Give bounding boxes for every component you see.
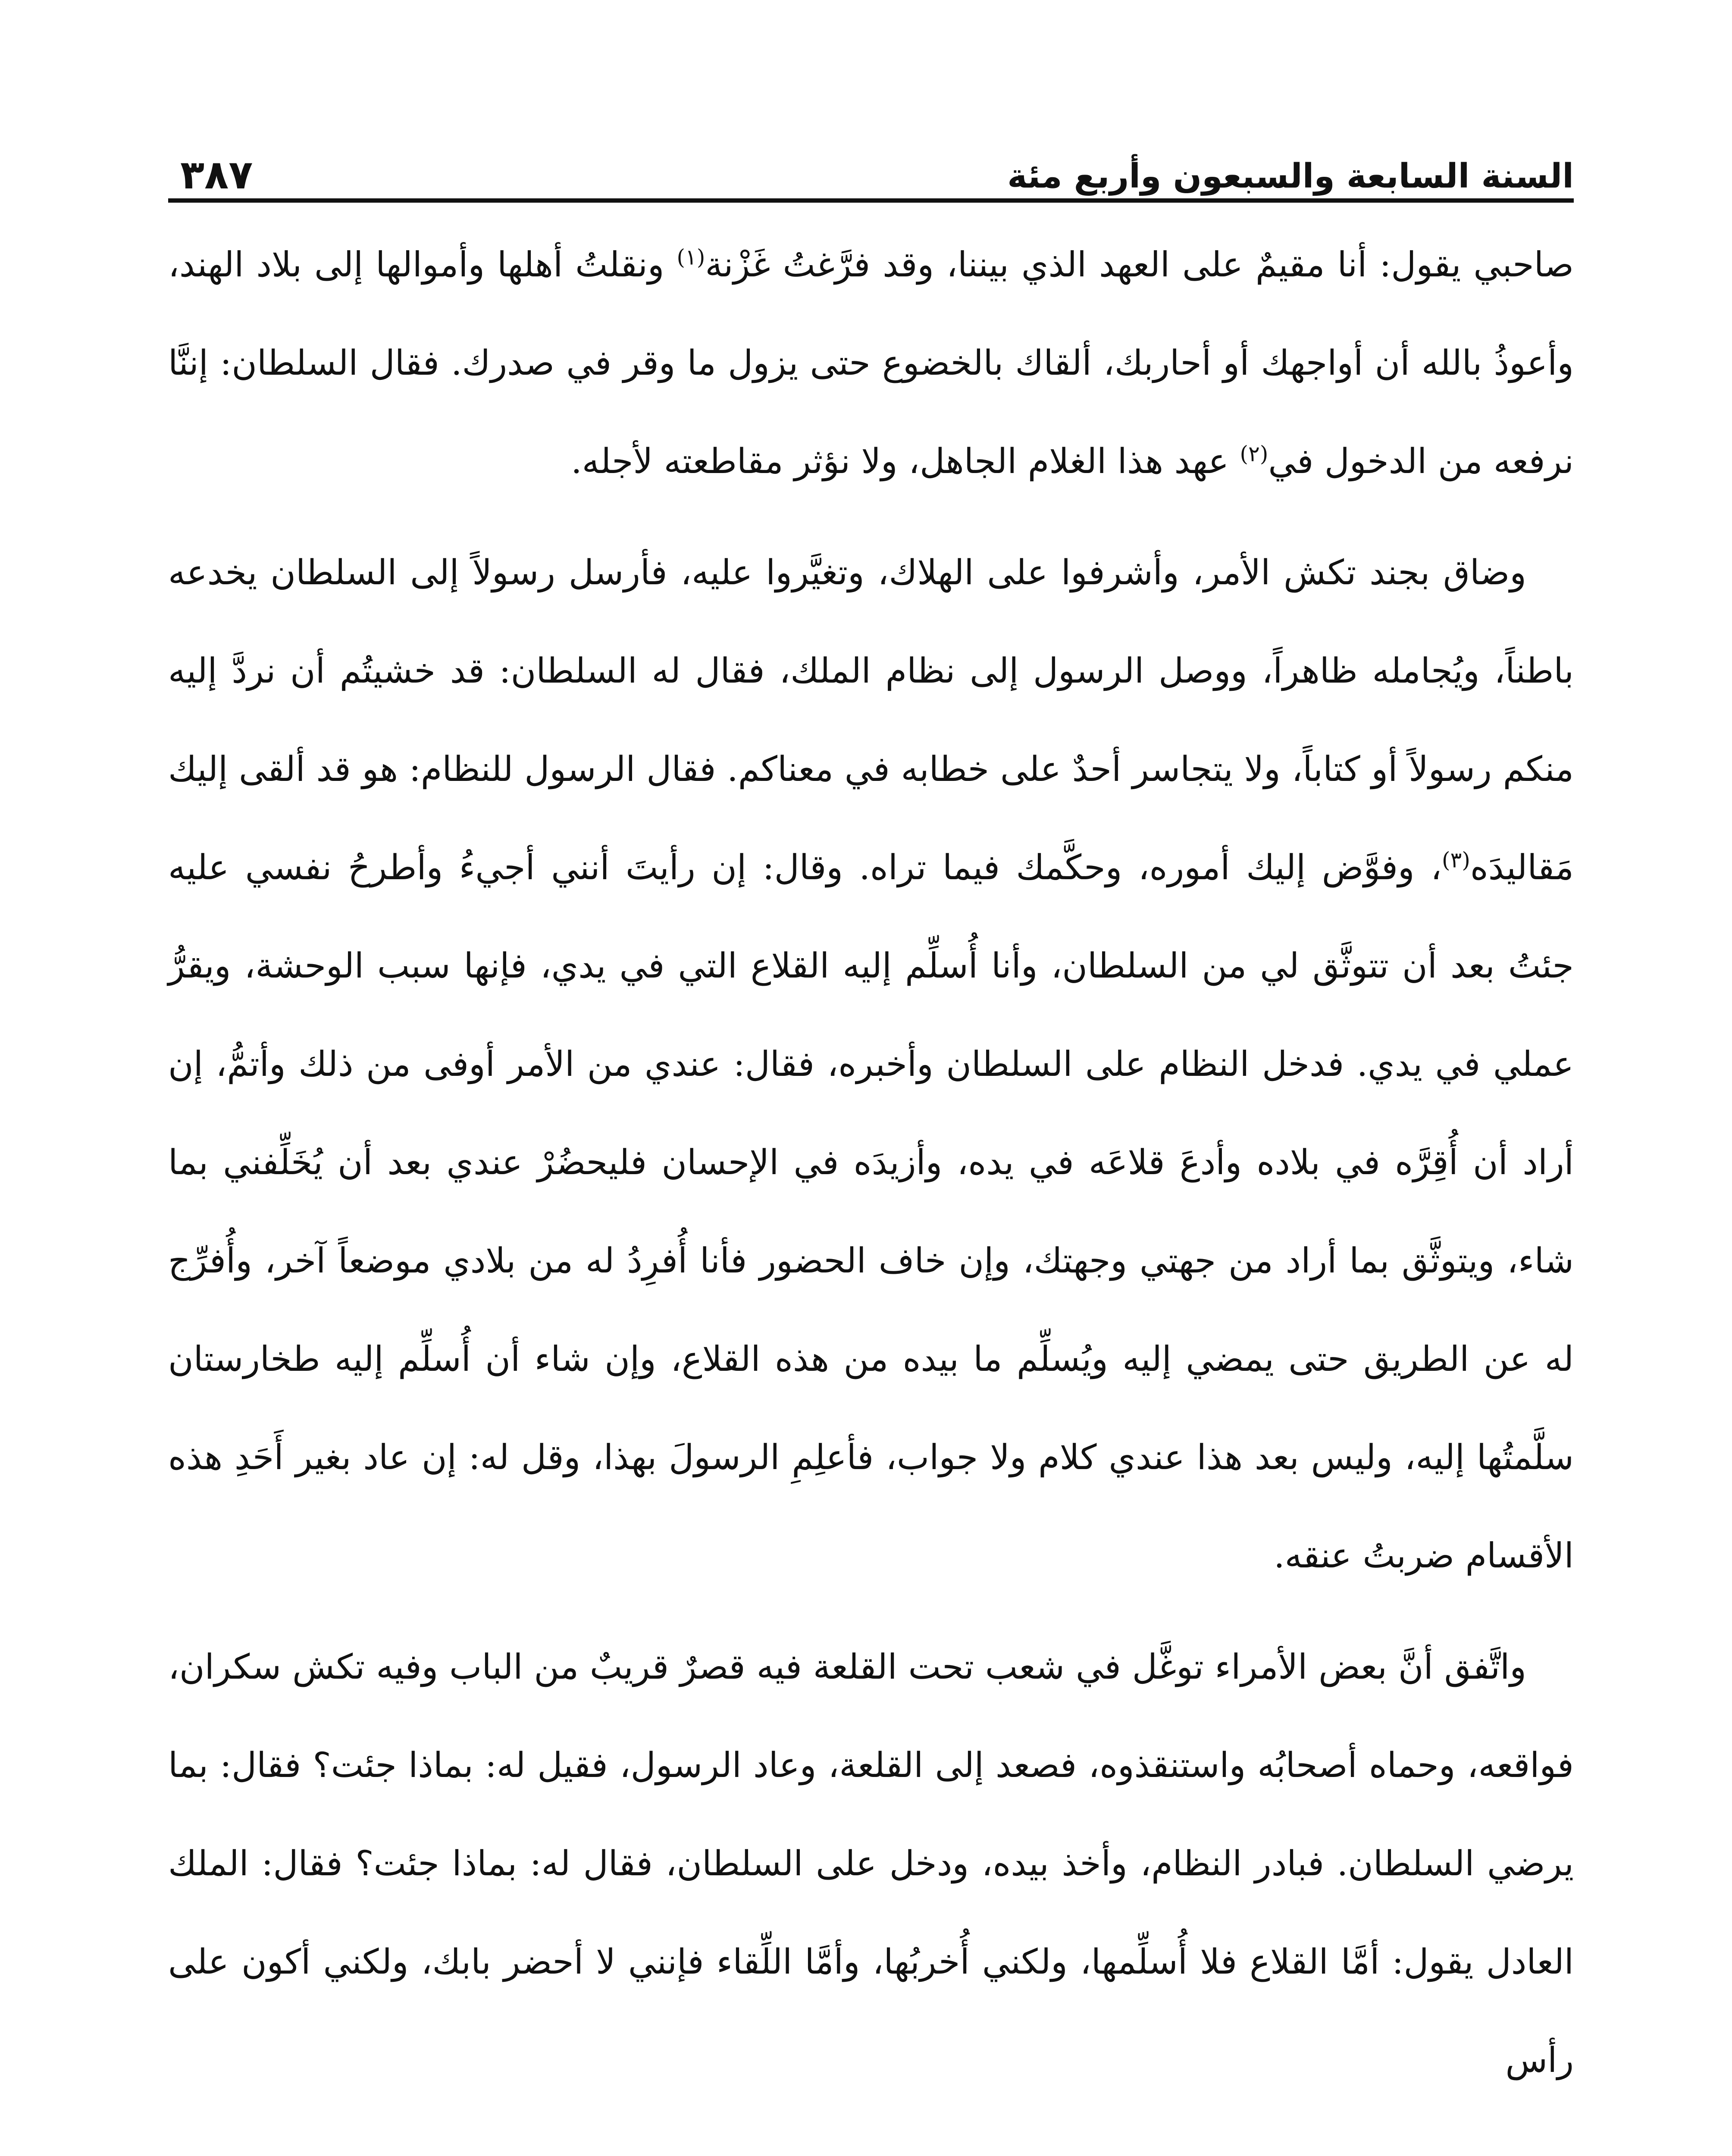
text-run: صاحبي يقول: أنا مقيمٌ على العهد الذي بيننا، وقد فرَّغتُ غَزْنة <box>705 244 1574 285</box>
footnote-marker-2: (٢) <box>1240 441 1268 467</box>
text-run: ونقلتُ أهلها وأموالها إلى بلاد الهند، وأعوذُ بالله أن أواجهك أو أحاربك، ألقاك بالخضوع حتى يزول ما وقر في صدرك. فقال السلطان: إننَّا نرفعه من الدخول في <box>168 244 1574 481</box>
text-run: وضاق بجند تكش الأمر، وأشرفوا على الهلاك، وتغيَّروا عليه، فأرسل رسولاً إلى السلطان يخدعه باطناً، ويُجامله ظاهراً، ووصل الرسول إلى نظام الملك، فقال له السلطان: قد خشيتُم أن نردَّ إليه منكم رسولاً أو كتاباً، ولا يتجاسر أحدٌ على خطابه في معناكم. فقال الرسول للنظام: هو قد ألقى إليك مَقاليدَه <box>168 552 1574 887</box>
footnote-marker-1: (١) <box>677 244 705 270</box>
paragraph-3 <box>168 1618 1574 2109</box>
main-text <box>168 216 1574 2122</box>
text-run: ، وفوَّض إليك أموره، وحكَّمك فيما تراه. وقال: إن رأيتَ أنني أجيءُ وأطرحُ نفسي عليه جئتُ بعد أن تتوثَّق لي من السلطان، وأنا أُسلِّم إليه القلاع التي في يدي، فإنها سبب الوحشة، ويقرُّ عملي في يدي. فدخل النظام على السلطان وأخبره، فقال: عندي من الأمر أوفى من ذلك وأتمُّ، إن أراد أن أُقِرَّه في بلاده وأدعَ قلاعَه في يده، وأزيدَه في الإحسان فليحضُرْ عندي بعد أن يُخَلِّفني بما شاء، ويتوثَّق بما أراد من جهتي وجهتك، وإن خاف الحضور فأنا أُفرِدُ له من بلادي موضعاً آخر، وأُفرِّج له عن الطريق حتى يمضي إليه ويُسلِّم ما بيده من هذه القلاع، وإن شاء أن أُسلِّم إليه طخارستان سلَّمتُها إليه، وليس بعد هذا عندي كلام ولا جواب، فأعلِمِ الرسولَ بهذا، وقل له: إن عاد بغير أَحَدِ هذه الأقسام ضربتُ عنقه. <box>168 847 1574 1576</box>
paragraph-2 <box>168 523 1574 1605</box>
text-run: واتَّفق أنَّ بعض الأمراء توغَّل في شعب تحت القلعة فيه قصرٌ قريبٌ من الباب وفيه تكش سكران، فواقعه، وحماه أصحابُه واستنقذوه، فصعد إلى القلعة، وعاد الرسول، فقيل له: بماذا جئت؟ فقال: بما يرضي السلطان. فبادر النظام، وأخذ بيده، ودخل على السلطان، فقال له: بماذا جئت؟ فقال: الملك العادل يقول: أمَّا القلاع فلا أُسلِّمها، ولكني أُخربُها، وأمَّا اللِّقاء فإنني لا أحضر بابك، ولكني أكون على رأس <box>168 1647 1574 2080</box>
page-header <box>168 142 1574 203</box>
paragraph-1 <box>168 216 1574 511</box>
page-number: ٣٨٧ <box>180 152 253 198</box>
footnote-marker-3: (٣) <box>1441 847 1470 873</box>
header-rule <box>168 198 1574 203</box>
running-title: السنة السابعة والسبعون وأربع مئة <box>1007 157 1574 196</box>
text-run: عهد هذا الغلام الجاهل، ولا نؤثر مقاطعته لأجله. <box>571 441 1240 481</box>
